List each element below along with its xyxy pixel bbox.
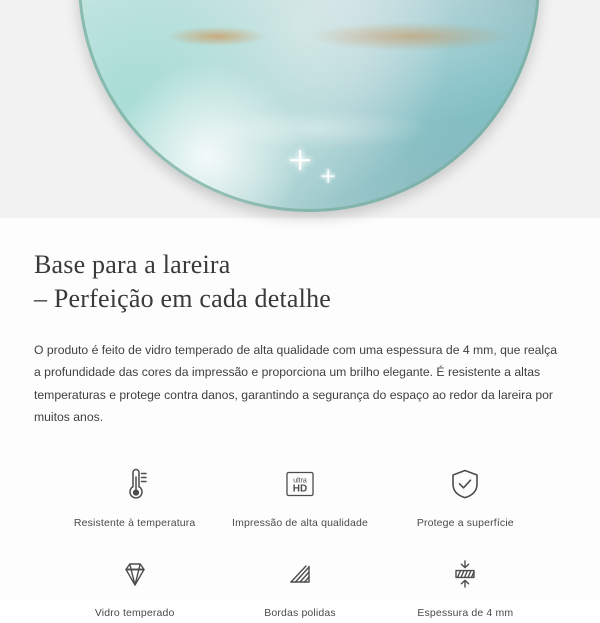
feature-item-temperature	[52, 455, 217, 533]
diamond-icon	[112, 551, 158, 597]
svg-text:ultra: ultra	[293, 477, 307, 485]
content-block	[0, 218, 600, 623]
feature-item-surface-protection	[383, 455, 548, 533]
hero-image	[0, 0, 600, 218]
svg-text:HD: HD	[292, 483, 308, 495]
feature-label: Impressão de alta qualidade	[232, 516, 368, 529]
feature-item-print-quality	[217, 455, 382, 533]
ultra-hd-icon	[277, 461, 323, 507]
page-title-line-2: – Perfeição em cada detalhe	[34, 284, 332, 314]
page-title-line-1: Base para a lareira	[34, 250, 231, 279]
feature-label: Espessura de 4 mm	[417, 606, 514, 619]
description-paragraph: O produto é feito de vidro temperado de alta qualidade com uma espessura de 4 mm, que realça a profundidade das cores da impressão e proporciona um brilho elegante. É resistente a altas temperaturas e protege contra danos, garantindo a segurança do espaço ao redor da lareira por muitos anos.	[34, 342, 558, 425]
page-title	[34, 248, 566, 317]
feature-label: Vidro temperado	[94, 606, 175, 619]
polished-edges-icon	[277, 551, 323, 597]
glass-plate-image	[78, 0, 540, 212]
thermometer-icon	[112, 461, 158, 507]
feature-item-polished-edges	[217, 545, 382, 623]
shield-check-icon	[442, 461, 488, 507]
feature-label: Resistente à temperatura	[73, 516, 196, 529]
feature-grid	[34, 455, 566, 623]
feature-item-thickness	[383, 545, 548, 623]
feature-item-tempered-glass	[52, 545, 217, 623]
feature-label: Bordas polidas	[264, 606, 336, 619]
thickness-arrows-icon	[442, 551, 488, 597]
feature-label: Protege a superfície	[416, 516, 514, 529]
